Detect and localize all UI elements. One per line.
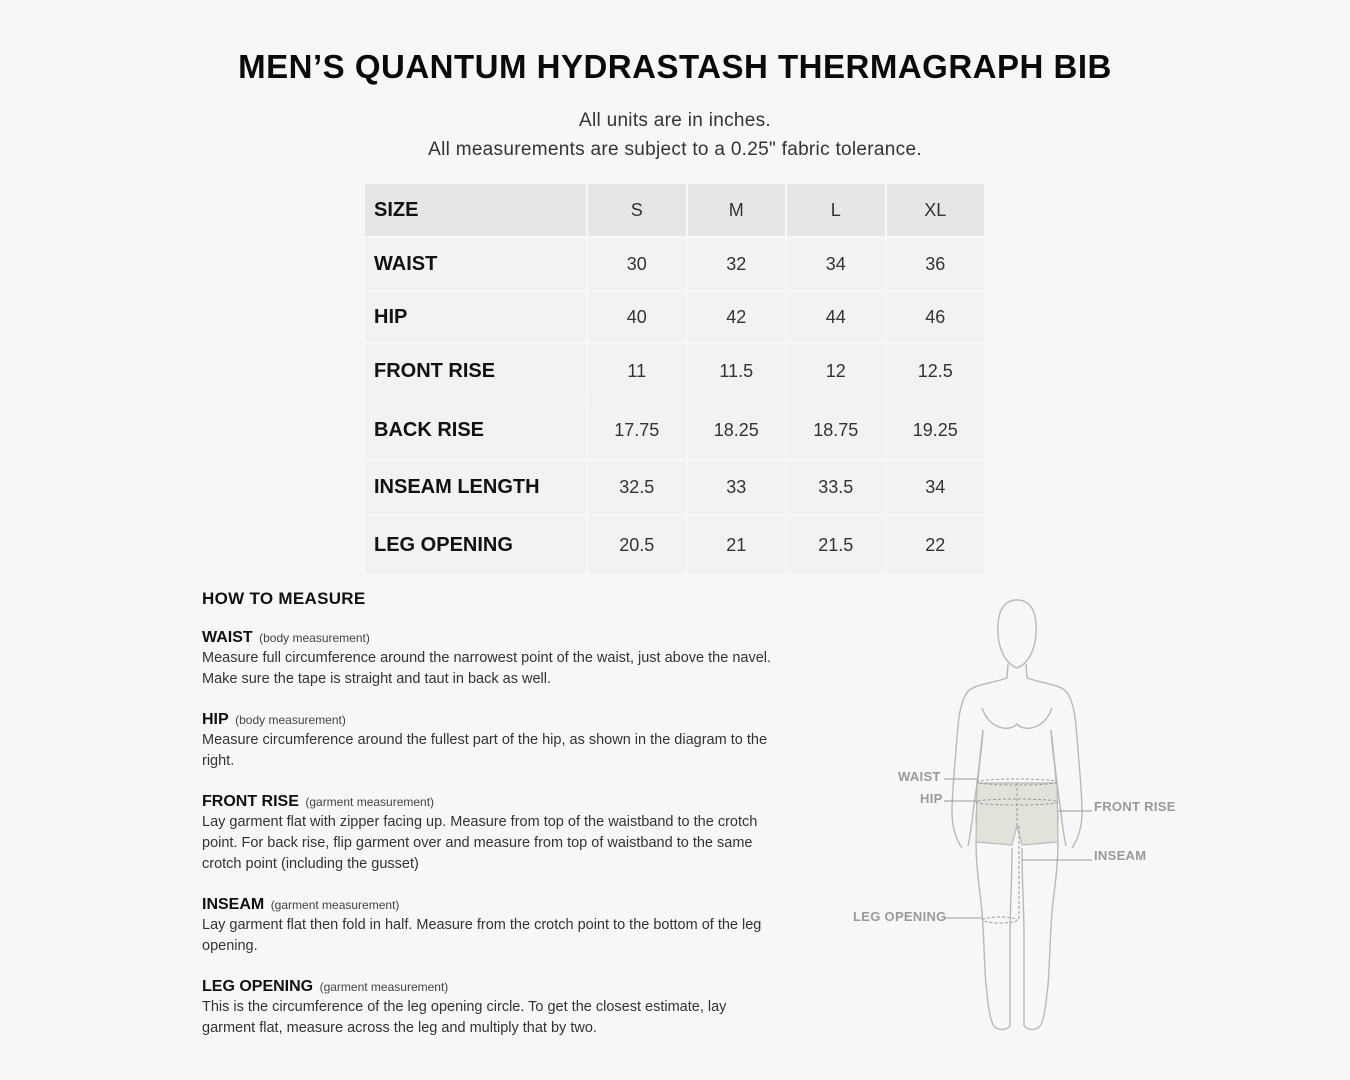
- table-cell: 19.25: [886, 400, 986, 460]
- size-header-cell: M: [687, 184, 787, 237]
- tolerance-note: All measurements are subject to a 0.25" fabric tolerance.: [428, 139, 922, 160]
- table-cell: 36: [886, 237, 986, 291]
- measure-description: Measure circumference around the fullest part of the hip, as shown in the diagram to the right.: [202, 732, 768, 769]
- row-label: LEG OPENING: [365, 515, 587, 575]
- table-cell: 33: [687, 460, 787, 515]
- table-cell: 32.5: [587, 460, 687, 515]
- measure-description: Lay garment flat with zipper facing up. Measure from top of the waistband to the crotch point. For back rise, flip garment over and measure from top of waistband to the same crotch point (including the gusset): [202, 814, 758, 872]
- measure-item-waist: [202, 629, 782, 690]
- size-header-cell: S: [587, 184, 687, 237]
- size-header-row: [365, 184, 985, 237]
- measure-name: HIP: [202, 711, 229, 728]
- measure-description: Lay garment flat then fold in half. Measure from the crotch point to the bottom of the leg opening.: [202, 917, 762, 954]
- measure-description: This is the circumference of the leg opening circle. To get the closest estimate, lay garment flat, measure across the leg and multiply that by two.: [202, 999, 727, 1036]
- table-cell: 32: [687, 237, 787, 291]
- measure-item-hip: [202, 711, 782, 772]
- table-cell: 11: [587, 343, 687, 400]
- table-cell: 18.75: [786, 400, 886, 460]
- table-row: [365, 460, 985, 515]
- table-cell: 34: [886, 460, 986, 515]
- table-cell: 21: [687, 515, 787, 575]
- diagram-label-front-rise: FRONT RISE: [1094, 799, 1176, 814]
- table-cell: 22: [886, 515, 986, 575]
- diagram-label-waist: WAIST: [898, 769, 941, 784]
- table-row: [365, 291, 985, 343]
- table-cell: 11.5: [687, 343, 787, 400]
- row-label: HIP: [365, 291, 587, 343]
- measure-name: FRONT RISE: [202, 793, 299, 810]
- measure-item-leg-opening: [202, 978, 782, 1039]
- table-cell: 12: [786, 343, 886, 400]
- table-cell: 33.5: [786, 460, 886, 515]
- table-cell: 34: [786, 237, 886, 291]
- measurement-diagram: [840, 590, 1200, 1040]
- table-cell: 12.5: [886, 343, 986, 400]
- table-row: [365, 400, 985, 460]
- size-header-label: SIZE: [365, 184, 587, 237]
- measure-type: (garment measurement): [270, 898, 400, 912]
- table-cell: 44: [786, 291, 886, 343]
- measure-type: (garment measurement): [305, 795, 435, 809]
- table-cell: 42: [687, 291, 787, 343]
- size-header-cell: XL: [886, 184, 986, 237]
- measure-name: WAIST: [202, 629, 253, 646]
- size-chart-table: [365, 184, 986, 576]
- row-label: WAIST: [365, 237, 587, 291]
- table-cell: 17.75: [587, 400, 687, 460]
- table-row: [365, 343, 985, 400]
- measure-type: (body measurement): [235, 713, 346, 727]
- size-header-cell: L: [786, 184, 886, 237]
- measure-name: LEG OPENING: [202, 978, 314, 995]
- table-row: [365, 237, 985, 291]
- row-label: BACK RISE: [365, 400, 587, 460]
- row-label: FRONT RISE: [365, 343, 587, 400]
- measure-item-inseam: [202, 896, 782, 957]
- diagram-label-leg-opening: LEG OPENING: [853, 909, 947, 924]
- measure-description: Measure full circumference around the narrowest point of the waist, just above the navel. Make sure the tape is straight and taut in back as well.: [202, 650, 772, 687]
- body-figure-illustration: [840, 590, 1200, 1040]
- table-row: [365, 515, 985, 575]
- measure-name: INSEAM: [202, 896, 265, 913]
- measure-type: (body measurement): [259, 631, 370, 645]
- row-label: INSEAM LENGTH: [365, 460, 587, 515]
- diagram-label-inseam: INSEAM: [1094, 848, 1147, 863]
- units-note: All units are in inches.: [578, 110, 771, 131]
- page-title: MEN’S QUANTUM HYDRASTASH THERMAGRAPH BIB: [238, 48, 1112, 85]
- how-to-measure-section: [202, 589, 782, 1060]
- measure-type: (garment measurement): [319, 980, 449, 994]
- table-cell: 40: [587, 291, 687, 343]
- measure-item-front-rise: [202, 793, 782, 875]
- how-to-measure-heading: HOW TO MEASURE: [202, 589, 366, 608]
- table-cell: 20.5: [587, 515, 687, 575]
- table-cell: 30: [587, 237, 687, 291]
- table-cell: 18.25: [687, 400, 787, 460]
- diagram-label-hip: HIP: [920, 791, 943, 806]
- table-cell: 21.5: [786, 515, 886, 575]
- table-cell: 46: [886, 291, 986, 343]
